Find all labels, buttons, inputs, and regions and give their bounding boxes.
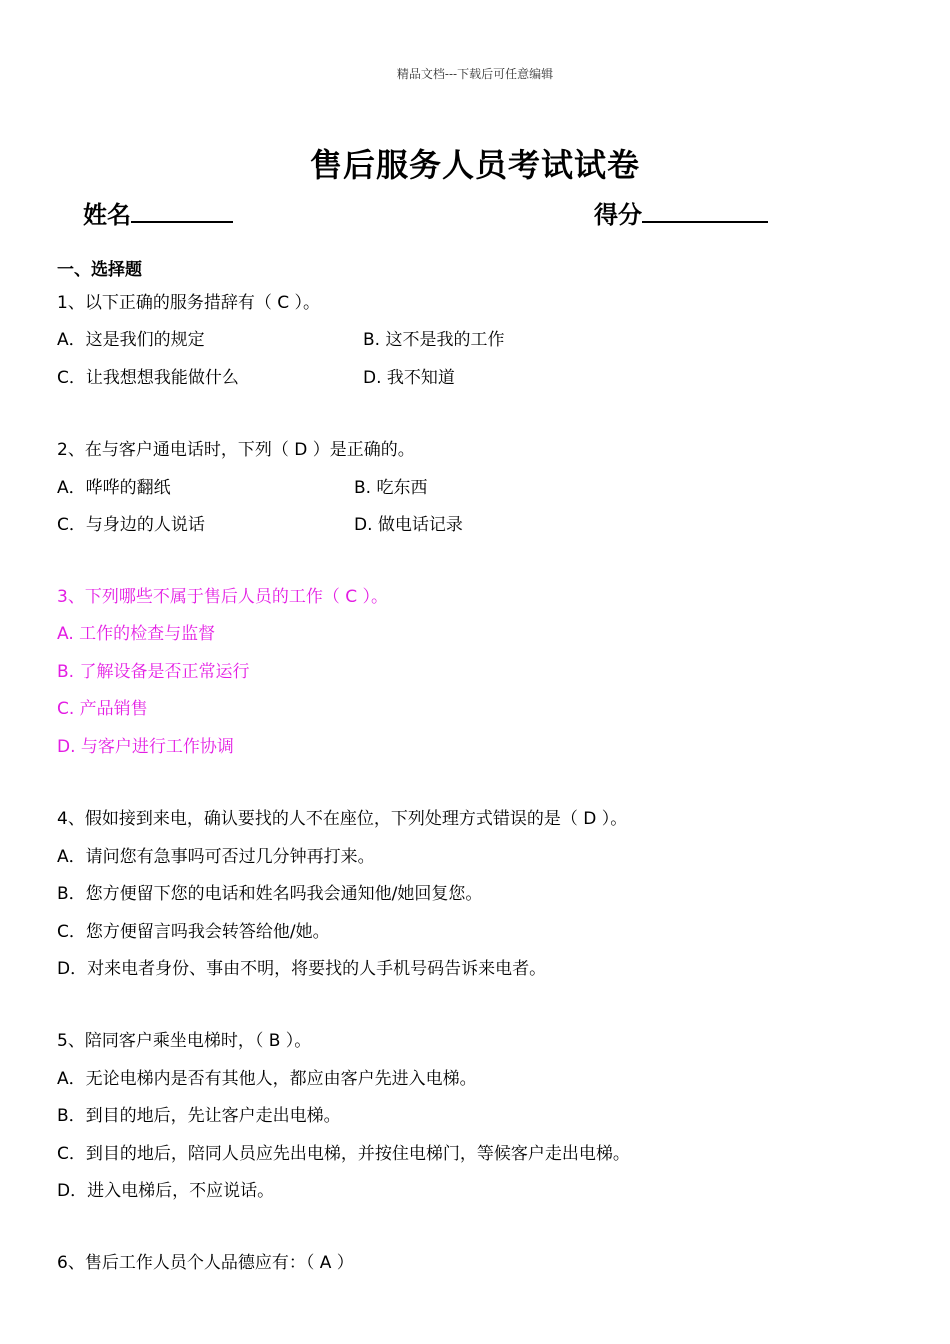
question-2-option-b: B. 吃东西 [354, 478, 428, 498]
question-5-option-c: C．到目的地后，陪同人员应先出电梯，并按住电梯门，等候客户走出电梯。 [57, 1144, 630, 1164]
question-5-option-d: D．进入电梯后，不应说话。 [57, 1181, 275, 1201]
question-2-option-d: D. 做电话记录 [354, 515, 463, 535]
question-4-option-d: D．对来电者身份、事由不明，将要找的人手机号码告诉来电者。 [57, 959, 547, 979]
page-title: 售后服务人员考试试卷 [309, 146, 640, 184]
question-2-stem: 2、在与客户通电话时，下列（ D ）是正确的。 [57, 440, 415, 460]
question-3-stem: 3、下列哪些不属于售后人员的工作（ C ）。 [57, 587, 388, 607]
question-2-option-c: C．与身边的人说话 [57, 515, 205, 535]
question-1-option-d: D. 我不知道 [363, 368, 455, 388]
name-blank [131, 199, 233, 223]
question-1-option-a: A．这是我们的规定 [57, 330, 205, 350]
score-field [594, 195, 768, 230]
section-heading-choice: 一、选择题 [57, 260, 142, 280]
question-6-stem: 6、售后工作人员个人品德应有：（ A ） [57, 1253, 354, 1273]
question-5-stem: 5、陪同客户乘坐电梯时，（ B ）。 [57, 1031, 312, 1051]
question-3-option-a: A. 工作的检查与监督 [57, 624, 216, 644]
question-5-option-a: A．无论电梯内是否有其他人，都应由客户先进入电梯。 [57, 1069, 477, 1089]
question-5-option-b: B．到目的地后，先让客户走出电梯。 [57, 1106, 341, 1126]
question-4-stem: 4、假如接到来电，确认要找的人不在座位，下列处理方式错误的是（ D ）。 [57, 809, 628, 829]
header-note: 精品文档---下载后可任意编辑 [396, 67, 554, 81]
score-blank [642, 199, 768, 223]
question-2-option-a: A．哗哗的翻纸 [57, 478, 171, 498]
question-1-option-c: C．让我想想我能做什么 [57, 368, 239, 388]
question-4-option-b: B．您方便留下您的电话和姓名吗我会通知他/她回复您。 [57, 884, 483, 904]
question-3-option-d: D. 与客户进行工作协调 [57, 737, 234, 757]
question-3-option-b: B. 了解设备是否正常运行 [57, 662, 250, 682]
name-field [83, 195, 233, 230]
question-3-option-c: C. 产品销售 [57, 699, 148, 719]
question-1-stem: 1、以下正确的服务措辞有（ C ）。 [57, 293, 320, 313]
name-label: 姓名 [83, 200, 131, 229]
question-4-option-a: A．请问您有急事吗可否过几分钟再打来。 [57, 847, 375, 867]
score-label: 得分 [594, 200, 642, 229]
question-1-option-b: B. 这不是我的工作 [363, 330, 505, 350]
question-4-option-c: C．您方便留言吗我会转答给他/她。 [57, 922, 330, 942]
